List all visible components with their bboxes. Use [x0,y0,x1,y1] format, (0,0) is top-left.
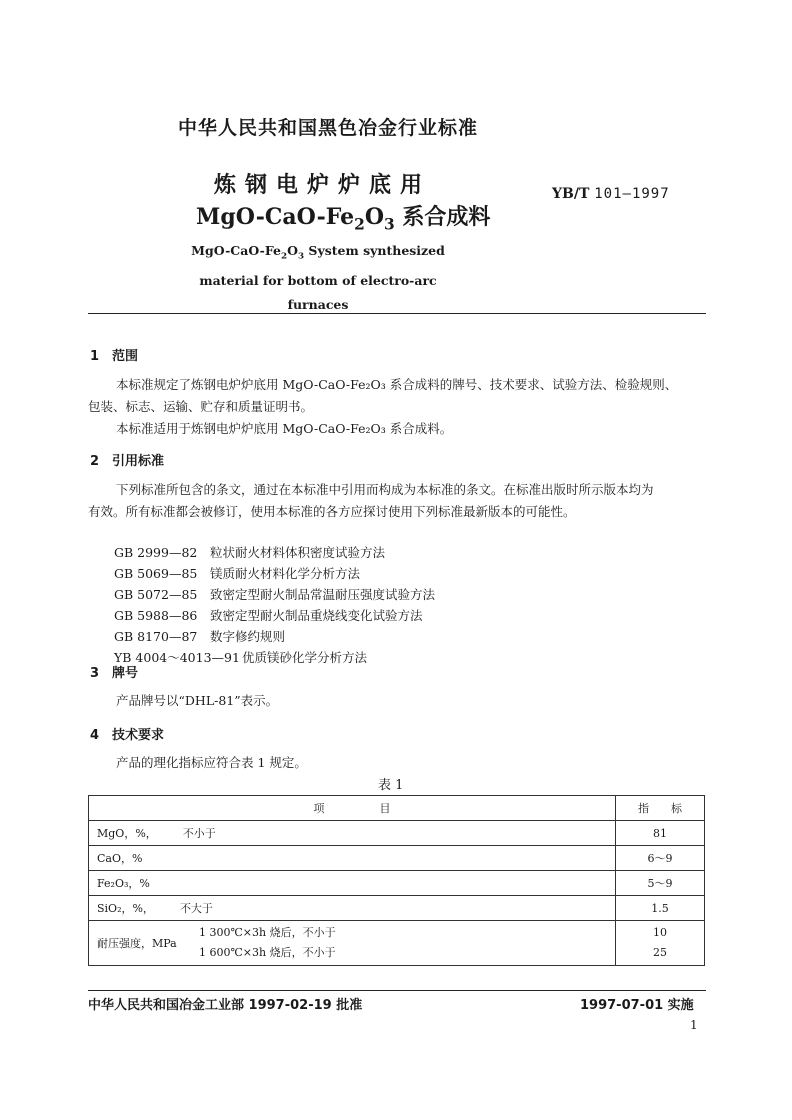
section-2-heading: 2 引用标准 [90,454,165,469]
issuing-organization: 中华人民共和国黑色冶金行业标准 [178,117,479,139]
section-1-body [88,374,708,440]
referenced-standard: GB 5069—85 镁质耐火材料化学分析方法 [114,566,361,581]
section-1-heading: 1 范围 [90,349,139,364]
page-number: 1 [690,1018,698,1032]
section-4-body: 产品的理化指标应符合表 1 规定。 [116,755,307,770]
approval-statement: 中华人民共和国冶金工业部 1997-02-19 批准 [88,998,363,1013]
table-header-value: 指 标 [616,796,705,821]
section-1-p1-line2: 包装、标志、运输、贮存和质量证明书。 [88,399,314,414]
table-cell-item: Fe₂O₃，% [89,871,616,896]
section-3-heading: 3 牌号 [90,666,139,681]
strength-condition-1300: 1 300℃×3h 烧后，不小于 [199,926,336,939]
footer-divider [88,990,706,991]
strength-value-1300: 10 [653,926,667,939]
table-cell-item: SiO₂，%， 不大于 [89,896,616,921]
strength-condition-1600: 1 600℃×3h 烧后，不小于 [199,946,336,959]
standard-code: YB/T 101—1997 [552,186,670,202]
table-cell-value: 1.5 [616,896,705,921]
section-2-p1-line2: 有效。所有标准都会被修订，使用本标准的各方应探讨使用下列标准最新版本的可能性。 [88,504,576,519]
referenced-standard: GB 8170—87 数字修约规则 [114,629,286,644]
table-row [89,871,705,896]
referenced-standard: GB 5072—85 致密定型耐火制品常温耐压强度试验方法 [114,587,436,602]
table-row [89,821,705,846]
section-1-p1-line1: 本标准规定了炼钢电炉炉底用 MgO-CaO-Fe₂O₃ 系合成料的牌号、技术要求、试验方法、检验规则、 [116,377,678,392]
title-english-line2: material for bottom of electro-arc furnaces [199,272,437,312]
spec-table [88,795,705,966]
table-cell-strength-conditions [195,921,616,966]
table-header-item: 项 目 [89,796,616,821]
section-2-body [88,479,708,523]
title-chinese-line2: MgO-$CaO-Fe_2O_3$ 系合成料 [196,204,491,234]
header-divider [88,313,706,314]
referenced-standard: YB 4004～4013—91 优质镁砂化学分析方法 [114,650,368,665]
table-cell-value: 5～9 [616,871,705,896]
strength-value-1600: 25 [653,946,667,959]
title-english [188,239,448,317]
section-4-heading: 4 技术要求 [90,728,165,743]
section-3-body: 产品牌号以“DHL-81”表示。 [116,693,279,708]
table-row [89,896,705,921]
referenced-standards-list [114,542,435,668]
table-cell-value: 81 [616,821,705,846]
table-header-row [89,796,705,821]
title-english-line1: MgO-$CaO-Fe_2O_3$ System synthesized [191,243,445,262]
effective-date: 1997-07-01 实施 [580,998,694,1013]
table-cell-item: MgO，%， 不小于 [89,821,616,846]
referenced-standard: GB 5988—86 致密定型耐火制品重烧线变化试验方法 [114,608,423,623]
section-2-p1-line1: 下列标准所包含的条文，通过在本标准中引用而构成为本标准的条文。在标准出版时所示版本均为 [116,482,654,497]
table-cell-strength-label: 耐压强度，MPa [89,921,196,966]
table-cell-value: 6～9 [616,846,705,871]
table-row-strength [89,921,705,966]
table-cell-item: CaO，% [89,846,616,871]
referenced-standard: GB 2999—82 粒状耐火材料体积密度试验方法 [114,545,386,560]
table-cell-strength-values [616,921,705,966]
title-chinese-line1: 炼钢电炉炉底用 [214,173,432,198]
table-caption: 表 1 [378,778,404,793]
section-1-p2: 本标准适用于炼钢电炉炉底用 MgO-CaO-Fe₂O₃ 系合成料。 [116,421,453,436]
table-row [89,846,705,871]
